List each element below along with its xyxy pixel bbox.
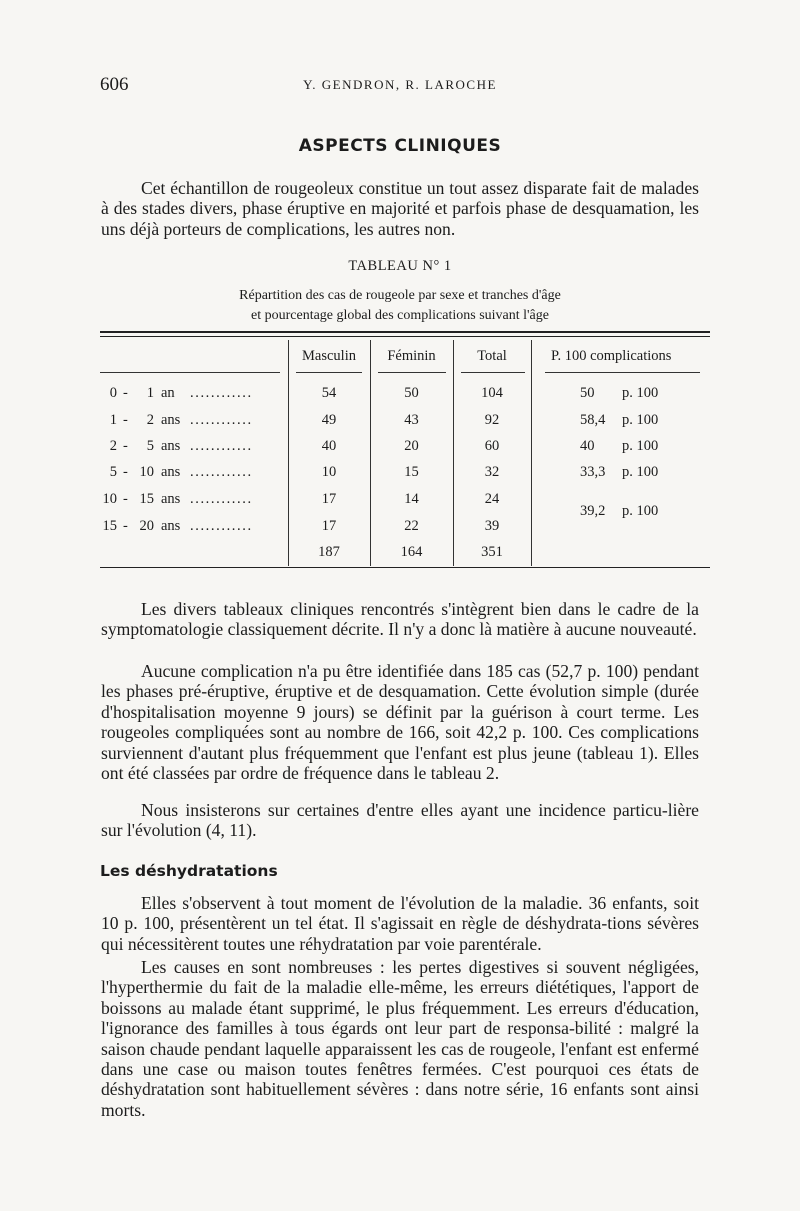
page-header	[100, 74, 700, 98]
total-value: 60	[484, 438, 500, 454]
paragraph: Elles s'observent à tout moment de l'évolution de la maladie. 36 enfants, soit 10 p. 100, présentèrent un tel état. Il s'agissait en règle de déshydrata-tions sévères qui nécessitèrent toutes une réhydratation par voie parentérale.	[101, 893, 699, 954]
complications-unit: p. 100	[622, 412, 659, 428]
age-unit: ans	[161, 491, 181, 507]
age-from: 2	[109, 438, 117, 454]
masculin-value: 49	[321, 412, 337, 428]
column-header-total: Total	[477, 348, 507, 364]
paragraph: Les causes en sont nombreuses : les pertes digestives si souvent négligées, l'hyperthermie du fait de la maladie elle-même, les erreurs diététiques, l'apport de boissons au malade étant supprimé, le plus fréquemment. Les erreurs d'éducation, l'ignorance des familles à tous égards ont leur part de responsa-bilité : malgré la saison chaude pendant laquelle apparaissent les cas de rougeole, l'enfant est enfermé dans une case ou maison toutes fenêtres fermées. C'est pourquoi ces états de déshydratation sont habituellement sévères : dans notre série, 16 enfants sont ainsi morts.	[101, 957, 699, 1120]
table-title: TABLEAU N° 1	[348, 258, 452, 274]
age-to: 15	[139, 491, 154, 507]
age-unit: an	[161, 385, 175, 401]
masculin-value: 54	[321, 385, 337, 401]
total-value: 32	[484, 464, 500, 480]
complications-unit: p. 100	[622, 438, 659, 454]
age-unit: ans	[161, 412, 181, 428]
column-header-complications: P. 100 complications	[551, 348, 672, 364]
table-top-rule	[100, 336, 710, 337]
section-title: ASPECTS CLINIQUES	[298, 136, 502, 156]
header-underline	[378, 372, 446, 373]
total-feminin: 164	[400, 544, 423, 560]
complications-value: 58,4	[580, 412, 606, 428]
feminin-value: 50	[404, 385, 419, 401]
leader-dots: ............	[190, 385, 253, 401]
leader-dots: ............	[190, 491, 253, 507]
age-to: 1	[146, 385, 154, 401]
masculin-value: 40	[321, 438, 337, 454]
age-from: 10	[102, 491, 117, 507]
header-underline	[296, 372, 362, 373]
masculin-value: 17	[321, 518, 337, 534]
total-value: 39	[484, 518, 500, 534]
intro-paragraph: Cet échantillon de rougeoleux constitue un tout assez disparate fait de malades à des stades divers, phase éruptive en majorité et parfois phase de desquamation, les uns déjà porteurs de complications, les autres non.	[101, 178, 699, 239]
age-from: 0	[109, 385, 117, 401]
table-caption-line: et pourcentage global des complications suivant l'âge	[251, 308, 549, 323]
complications-value: 50	[580, 385, 595, 401]
column-header-feminin: Féminin	[387, 348, 436, 364]
feminin-value: 15	[404, 464, 419, 480]
running-head: Y. GENDRON, R. LAROCHE	[303, 77, 497, 92]
document-page: 606 Y. GENDRON, R. LAROCHE ASPECTS CLINIQUES Cet échantillon de rougeoleux constitue un tout assez disparate fait de malades à des stades divers, phase éruptive en majorité et parfois phase de desquamation, les uns déjà porteurs de complications, les autres non. TABLEAU N° 1 Répartition des cas de rougeole par sexe et tranches d'âge et pourcentage global des complications suivant l'âge Masculin Féminin Total P. 100 complications 0 - 1 an ............ 54 50 104 50 p. 100 1 - 2 ans ............ 49 43 92 58,4 p. 100 2 - 5 ans ............ 40 20 60 40 p. 100 5 - 10 ans ............ 10 15 32 33,3 p. 100 10 - 15 ans ............ 17 14 24 15 - 20 ans ............ 17 22 39 39,2 p. 100 187 164 351 Les divers tableaux cliniques rencontrés s'intègrent bien dans le cadre de la symptomatologie classiquement décrite. Il n'y a donc là matière à aucune nouveauté. Aucune complication n'a pu être identifiée dans 185 cas (52,7 p. 100) pendant les phases pré-éruptive, éruptive et de desquamation. Cette évolution simple (durée d'hospitalisation moyenne 9 jours) se définit par la guérison à court terme. Les rougeoles compliquées sont au nombre de 166, soit 42,2 p. 100. Ces complications surviennent d'autant plus fréquemment que l'enfant est plus jeune (tableau 1). Elles ont été classées par ordre de fréquence dans le tableau 2. Nous insisterons sur certaines d'entre elles ayant une incidence particu-lière sur l'évolution (4, 11). Les déshydratations Elles s'observent à tout moment de l'évolution de la maladie. 36 enfants, soit 10 p. 100, présentèrent un tel état. Il s'agissait en règle de déshydrata-tions sévères qui nécessitèrent toutes une réhydratation par voie parentérale. Les causes en sont nombreuses : les pertes digestives si souvent négligées, l'hyperthermie du fait de la maladie elle-même, les erreurs diététiques, l'apport de boissons au malade étant supprimé, le plus fréquemment. Les erreurs d'éducation, l'ignorance des familles à tous égards ont leur part de responsa-bilité : malgré la saison chaude pendant laquelle apparaissent les cas de rougeole, l'enfant est enfermé dans une case ou maison toutes fenêtres fermées. C'est pourquoi ces états de déshydratation sont habituellement sévères : dans notre série, 16 enfants sont ainsi morts.	[0, 0, 800, 1211]
complications-value: 33,3	[580, 464, 606, 480]
table-caption	[100, 286, 700, 326]
leader-dots: ............	[190, 464, 253, 480]
leader-dots: ............	[190, 518, 253, 534]
total-masculin: 187	[318, 544, 340, 560]
age-from: 15	[102, 518, 117, 534]
masculin-value: 10	[321, 464, 337, 480]
age-to: 5	[146, 438, 154, 454]
complications-value: 40	[580, 438, 595, 454]
age-from: 5	[109, 464, 117, 480]
complications-unit: p. 100	[622, 385, 659, 401]
column-header-masculin: Masculin	[302, 348, 356, 364]
total-value: 104	[481, 385, 503, 401]
leader-dots: ............	[190, 438, 253, 454]
age-unit: ans	[161, 518, 181, 534]
age-from: 1	[109, 412, 117, 428]
complications-unit: p. 100	[622, 464, 659, 480]
grand-total: 351	[481, 544, 503, 560]
total-value: 24	[484, 491, 500, 507]
masculin-value: 17	[321, 491, 337, 507]
merged-complications-unit: p. 100	[622, 503, 659, 519]
header-underline	[461, 372, 525, 373]
paragraph: Les divers tableaux cliniques rencontrés s'intègrent bien dans le cadre de la symptomatologie classiquement décrite. Il n'y a donc là matière à aucune nouveauté.	[101, 599, 699, 640]
age-unit: ans	[161, 438, 181, 454]
paragraph: Aucune complication n'a pu être identifiée dans 185 cas (52,7 p. 100) pendant les phases pré-éruptive, éruptive et de desquamation. Cette évolution simple (durée d'hospitalisation moyenne 9 jours) se définit par la guérison à court terme. Les rougeoles compliquées sont au nombre de 166, soit 42,2 p. 100. Ces complications surviennent d'autant plus fréquemment que l'enfant est plus jeune (tableau 1). Elles ont été classées par ordre de fréquence dans le tableau 2.	[101, 661, 699, 784]
feminin-value: 43	[404, 412, 419, 428]
subsection-title: Les déshydratations	[100, 862, 278, 880]
leader-dots: ............	[190, 412, 253, 428]
column-divider	[531, 340, 532, 566]
age-to: 20	[139, 518, 154, 534]
header-underline	[545, 372, 700, 373]
total-value: 92	[484, 412, 500, 428]
table-top-rule	[100, 331, 710, 333]
header-underline	[100, 372, 280, 373]
table-bottom-rule	[100, 567, 710, 568]
feminin-value: 22	[404, 518, 419, 534]
feminin-value: 14	[404, 491, 419, 507]
age-unit: ans	[161, 464, 181, 480]
paragraph: Nous insisterons sur certaines d'entre elles ayant une incidence particu-lière sur l'évolution (4, 11).	[101, 800, 699, 841]
age-to: 2	[146, 412, 154, 428]
age-to: 10	[139, 464, 154, 480]
feminin-value: 20	[404, 438, 419, 454]
page-number: 606	[100, 74, 129, 95]
table-caption-line: Répartition des cas de rougeole par sexe et tranches d'âge	[239, 288, 561, 303]
merged-complications-value: 39,2	[580, 503, 606, 519]
